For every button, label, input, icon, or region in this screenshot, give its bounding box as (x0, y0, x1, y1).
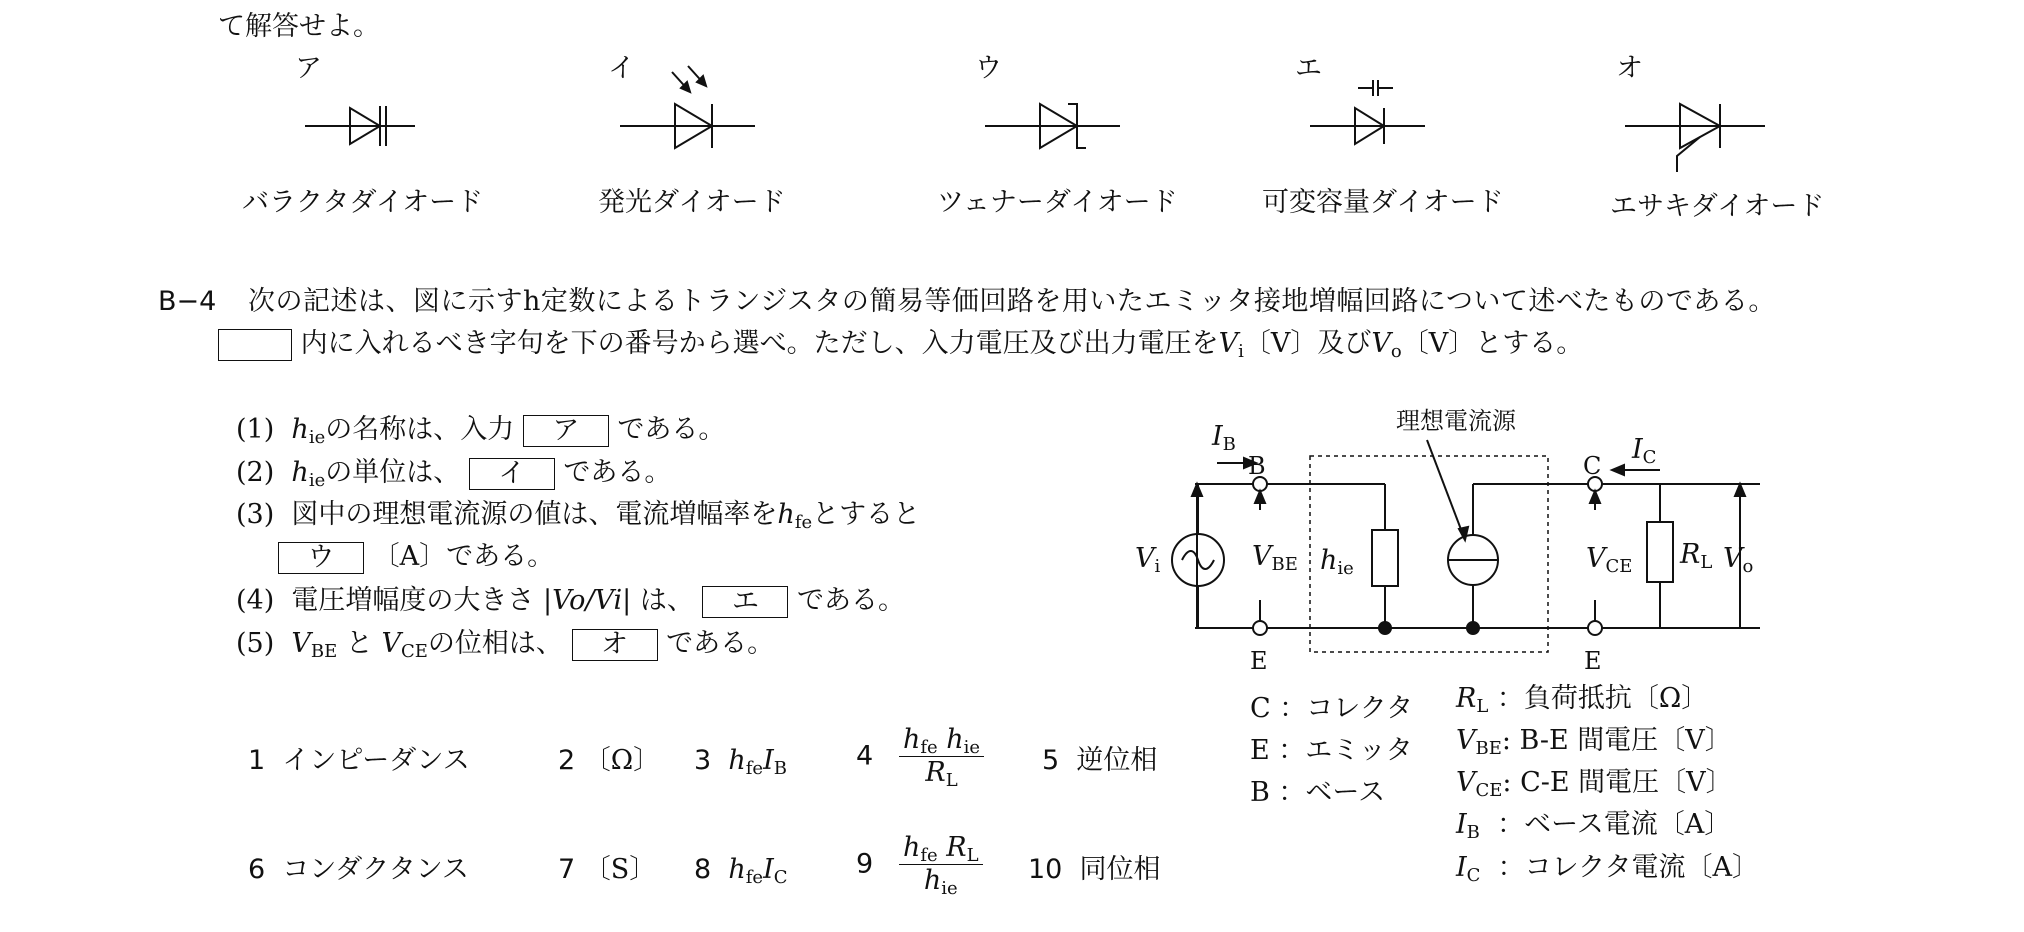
vo-label: $V_o$ (1723, 543, 1754, 577)
diode-caption-varactor: バラクタダイオード (242, 187, 484, 218)
item-1: (1) $h_{ie}$の名称は、入力 ア である。 (236, 414, 726, 448)
vi-label: $V_i$ (1135, 543, 1161, 577)
blank-box-sample (218, 329, 292, 361)
question-line1: 次の記述は、図に示すh定数によるトランジスタの簡易等価回路を用いたエミッタ接地増幅回路について述べたものである。 (248, 286, 1776, 317)
current-source-label: 理想電流源 (1396, 407, 1516, 435)
blank-a: ア (523, 415, 609, 447)
legend-ic: $I_C$ ：コレクタ電流〔A〕 (1456, 852, 1760, 886)
diode-letter-a: ア (295, 53, 322, 84)
item-3-cont: ウ 〔A〕である。 (278, 540, 554, 574)
terminal-e-left: E (1250, 647, 1268, 675)
item-5: (5) $V_{BE}$ と $V_{CE}$の位相は、 オ である。 (236, 628, 775, 662)
legend-vbe: $V_{BE}$: B-E 間電圧〔V〕 (1456, 725, 1732, 759)
option-7: 7 〔S〕 (558, 854, 657, 885)
option-4: 4 $\frac{h_{fe} h_{ie}}{R_L}$ (856, 724, 984, 789)
vbe-label: $V_{BE}$ (1252, 541, 1298, 575)
varactor-diode-symbol (305, 106, 415, 146)
option-1: 1 インピーダンス (248, 745, 470, 776)
option-10: 10 同位相 (1028, 854, 1161, 885)
legend-b: B ：ベース (1250, 777, 1386, 808)
esaki-diode-symbol (1625, 104, 1765, 172)
vce-label: $V_{CE}$ (1586, 543, 1633, 577)
varicap-diode-symbol (1310, 80, 1425, 144)
diode-letter-u: ウ (975, 53, 1002, 84)
blank-e: エ (702, 586, 788, 618)
option-2: 2 〔Ω〕 (558, 745, 661, 776)
diode-letter-o: オ (1616, 53, 1643, 84)
led-diode-symbol (620, 66, 755, 148)
terminal-e-right: E (1584, 647, 1602, 675)
option-9: 9 $\frac{h_{fe} R_L}{h_{ie}}$ (856, 832, 983, 897)
option-3: 3 $h_{fe}I_B$ (694, 745, 787, 779)
diode-letter-e: エ (1295, 53, 1322, 84)
item-3: (3) 図中の理想電流源の値は、電流増幅率を$h_{fe}$とすると (236, 499, 921, 533)
legend-rl: $R_L$ ：負荷抵抗〔Ω〕 (1456, 683, 1709, 717)
legend-vce: $V_{CE}$: C-E 間電圧〔V〕 (1456, 767, 1733, 801)
rl-label: $R_L$ (1680, 539, 1713, 573)
diode-letter-i: イ (608, 53, 635, 84)
intro-text: て解答せよ。 (218, 11, 380, 42)
diode-caption-esaki: エサキダイオード (1610, 191, 1825, 222)
option-6: 6 コンダクタンス (248, 854, 469, 885)
terminal-c: C (1583, 452, 1602, 480)
legend-ib: $I_B$ ：ベース電流〔A〕 (1456, 809, 1732, 843)
question-line2: 内に入れるべき字句を下の番号から選べ。ただし、入力電圧及び出力電圧を$V_i$〔V〕及び$V_o$〔V〕とする。 (218, 327, 1583, 361)
item-2: (2) $h_{ie}$の単位は、 イ である。 (236, 457, 672, 491)
blank-i: イ (469, 458, 555, 490)
legend-c: C ：コレクタ (1250, 693, 1414, 724)
hie-label: $h_{ie}$ (1320, 545, 1354, 579)
zener-diode-symbol (985, 104, 1120, 148)
legend-e: E ：エミッタ (1250, 735, 1413, 766)
diode-caption-zener: ツェナーダイオード (937, 187, 1178, 218)
blank-u: ウ (278, 542, 364, 574)
item-4: (4) 電圧増幅度の大きさ |Vo/Vi| は、 エ である。 (236, 585, 906, 617)
terminal-b: B (1248, 452, 1266, 480)
ic-label: $I_C$ (1632, 434, 1657, 468)
option-5: 5 逆位相 (1042, 745, 1158, 776)
question-number: B−4 (158, 286, 217, 317)
ib-label: $I_B$ (1212, 421, 1236, 455)
blank-o: オ (572, 629, 658, 661)
diode-caption-varicap: 可変容量ダイオード (1262, 187, 1504, 218)
diode-caption-led: 発光ダイオード (598, 187, 786, 218)
option-8: 8 $h_{fe}I_C$ (694, 854, 788, 888)
